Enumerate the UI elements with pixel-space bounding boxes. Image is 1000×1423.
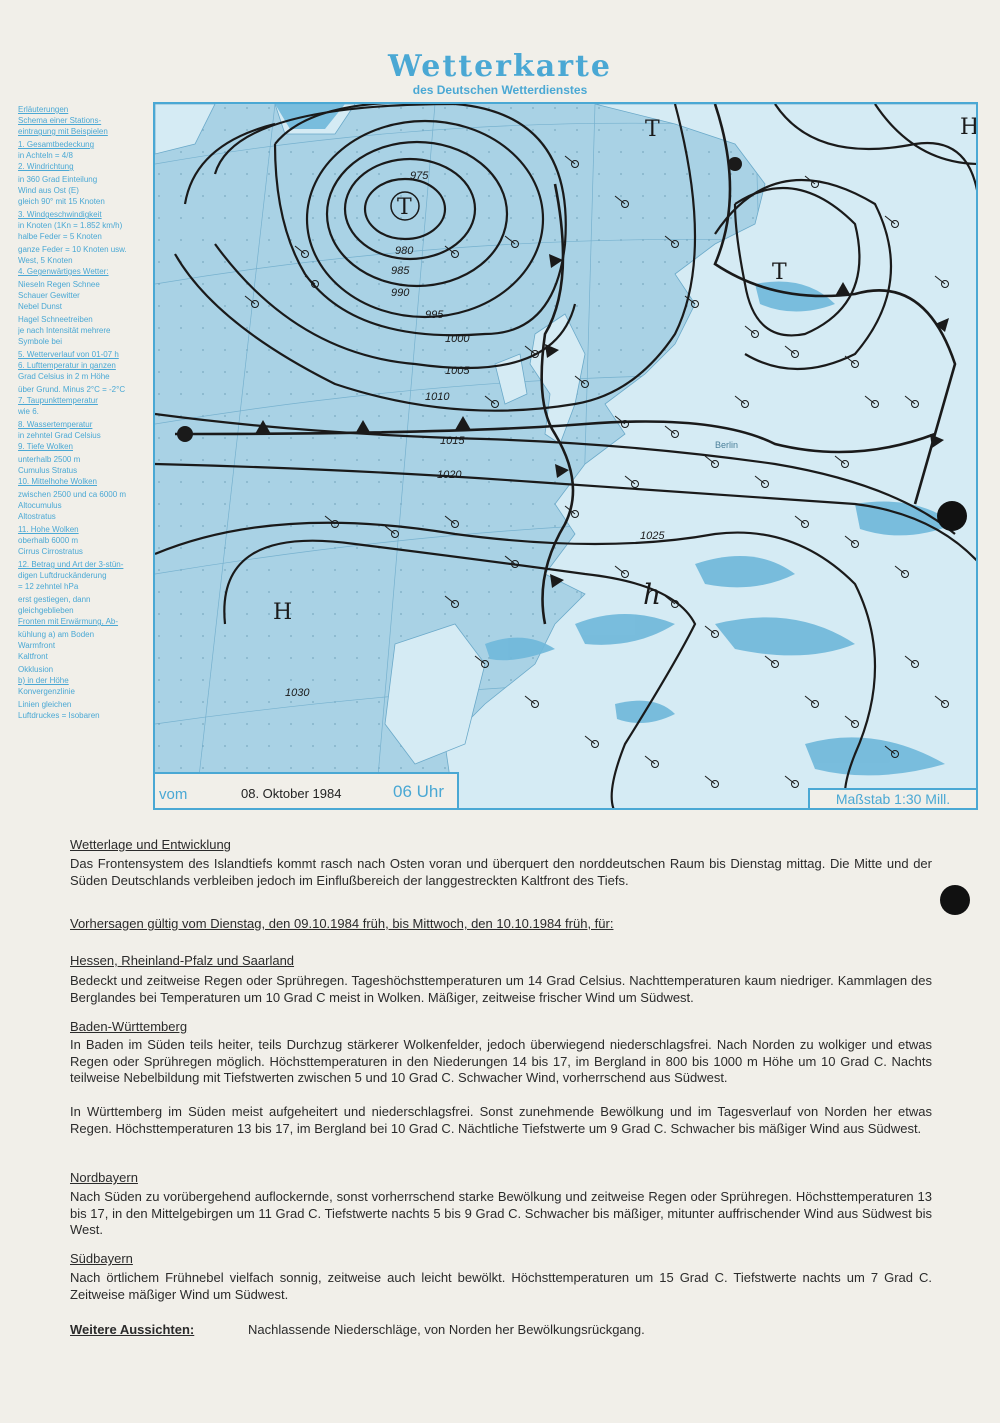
legend-line: b) in der Höhe xyxy=(18,676,69,685)
weather-map xyxy=(153,102,978,810)
date-prefix: vom xyxy=(159,786,188,803)
high-sub-center: h xyxy=(643,578,662,611)
legend-line: 3. Windgeschwindigkeit xyxy=(18,210,102,219)
legend-line: Schauer Gewitter xyxy=(18,291,80,300)
legend-line: eintragung mit Beispielen xyxy=(18,127,108,136)
outlook xyxy=(70,1322,932,1339)
date-bar xyxy=(153,772,459,810)
legend-line: Schema einer Stations- xyxy=(18,116,102,125)
legend-line: Okklusion xyxy=(18,665,54,674)
punch-hole xyxy=(940,885,970,915)
situation-body: Das Frontensystem des Islandtiefs kommt rasch nach Osten voran und überquert den norddeutschen Raum bis Dienstag mittag. Die Mitte und der Süden Deutschlands verbleiben jedoch im Einflußbereich der langgestreckten Kaltfront des Tiefs. xyxy=(70,856,932,888)
region-heading: Nordbayern xyxy=(70,1170,138,1185)
map-scale: Maßstab 1:30 Mill. xyxy=(808,788,978,810)
legend-line: Cumulus Stratus xyxy=(18,466,78,475)
legend-line: ganze Feder = 10 Knoten usw. xyxy=(18,245,127,254)
legend-line: 1. Gesamtbedeckung xyxy=(18,140,95,149)
region-text: Nach örtlichem Frühnebel vielfach sonnig, zeitweise auch leicht bewölkt. Höchsttemperaturen um 15 Grad C. Tiefstwerte nachts um 7 Grad C. Zeitweise mäßiger Wind um Südwest. xyxy=(70,1270,932,1302)
legend-line: gleich 90° mit 15 Knoten xyxy=(18,197,105,206)
legend-line: Kaltfront xyxy=(18,652,48,661)
svg-text:995: 995 xyxy=(425,309,444,321)
weather-map-svg xyxy=(155,104,978,810)
legend-line: 2. Windrichtung xyxy=(18,162,74,171)
region-text: Bedeckt und zeitweise Regen oder Sprühregen. Tageshöchsttemperaturen um 14 Grad Celsius. Nachttemperaturen kaum niedriger. Kammlagen des Berglandes bei Temperaturen um 10 Grad C meist in Wolken. Mäßiger, zeitweise frischer Wind um Südwest. xyxy=(70,973,932,1005)
high-center: H xyxy=(273,600,293,625)
high-center-2: H xyxy=(960,115,980,140)
outlook-label: Weitere Aussichten: xyxy=(70,1322,195,1337)
legend-line: je nach Intensität mehrere xyxy=(18,326,111,335)
svg-text:985: 985 xyxy=(391,265,410,277)
svg-text:1025: 1025 xyxy=(640,530,665,542)
svg-text:975: 975 xyxy=(410,170,429,182)
map-hour: 06 Uhr xyxy=(393,782,445,801)
legend-line: kühlung a) am Boden xyxy=(18,630,95,639)
legend-line: über Grund. Minus 2°C = -2°C xyxy=(18,385,126,394)
legend-line: 5. Wetterverlauf von 01-07 h xyxy=(18,350,119,359)
legend-line: in Knoten (1Kn = 1.852 km/h) xyxy=(18,221,123,230)
forecast-heading: Vorhersagen gültig vom Dienstag, den 09.10.1984 früh, bis Mittwoch, den 10.10.1984 früh, für: xyxy=(70,916,614,931)
region-heading: Baden-Württemberg xyxy=(70,1019,188,1034)
svg-text:1015: 1015 xyxy=(440,435,465,447)
legend-line: 8. Wassertemperatur xyxy=(18,420,93,429)
svg-text:1005: 1005 xyxy=(445,365,470,377)
legend-line: Altostratus xyxy=(18,512,56,521)
svg-text:1020: 1020 xyxy=(437,469,462,481)
region-text: In Baden im Süden teils heiter, teils Durchzug stärkerer Wolkenfelder, jedoch überwiegend niederschlagsfrei. Nach Norden zu wolkiger und etwas Regen oder Sprühregen möglich. Höchsttemperaturen in den Niederungen 14 bis 17, im Bergland in 800 bis 1000 m Höhe um 10 Grad C. Nachts teilweise Nebelbildung mit Tiefstwerten zwischen 5 und 10 Grad C. Schwacher Wind, vorherrschend aus Südwest. xyxy=(70,1037,932,1085)
legend-line: oberhalb 6000 m xyxy=(18,536,79,545)
svg-text:990: 990 xyxy=(391,287,410,299)
legend-line: 4. Gegenwärtiges Wetter: xyxy=(18,267,109,276)
legend-line: Nieseln Regen Schnee xyxy=(18,280,100,289)
svg-text:1030: 1030 xyxy=(285,687,310,699)
legend-line: zwischen 2500 und ca 6000 m xyxy=(18,490,127,499)
legend-line: in Achteln = 4/8 xyxy=(18,151,73,160)
legend-line: 6. Lufttemperatur in ganzen xyxy=(18,361,116,370)
low-center-2: T xyxy=(645,117,660,142)
legend-line: Konvergenzlinie xyxy=(18,687,75,696)
legend-line: West, 5 Knoten xyxy=(18,256,73,265)
legend-line: Erläuterungen xyxy=(18,105,69,114)
region-text: In Württemberg im Süden meist aufgeheitert und niederschlagsfrei. Sonst zunehmende Bewölkung und im Tagesverlauf von Norden her etwas Regen. Höchsttemperaturen 13 bis 17, im Bergland bei 10 Grad C. Nächtliche Tiefstwerte um 9 Grad C. Schwacher bis mäßiger Wind aus Südwest. xyxy=(70,1104,932,1136)
map-subtitle: des Deutschen Wetterdienstes xyxy=(412,83,588,97)
legend-line: = 12 zehntel hPa xyxy=(18,582,79,591)
legend-line: Linien gleichen xyxy=(18,700,72,709)
region-heading: Hessen, Rheinland-Pfalz und Saarland xyxy=(70,953,295,968)
svg-text:1000: 1000 xyxy=(445,333,470,345)
legend-line: wie 6. xyxy=(18,407,39,416)
legend-line: digen Luftdruckänderung xyxy=(18,571,107,580)
legend-line: 9. Tiefe Wolken xyxy=(18,442,73,451)
low-center-3: T xyxy=(772,260,787,285)
outlook-text: Nachlassende Niederschläge, von Norden her Bewölkungsrückgang. xyxy=(248,1322,645,1337)
legend-line: in zehntel Grad Celsius xyxy=(18,431,101,440)
legend-line: 10. Mittelhohe Wolken xyxy=(18,477,98,486)
legend-line: Grad Celsius in 2 m Höhe xyxy=(18,372,110,381)
legend-line: gleichgeblieben xyxy=(18,606,74,615)
svg-text:980: 980 xyxy=(395,245,414,257)
legend-line: Cirrus Cirrostratus xyxy=(18,547,83,556)
map-title: Wetterkarte xyxy=(388,49,612,84)
legend-line: in 360 Grad Einteilung xyxy=(18,175,98,184)
low-center: T xyxy=(397,195,412,220)
legend-line: Hagel Schneetreiben xyxy=(18,315,93,324)
region-text: Nach Süden zu vorübergehend auflockernde, sonst vorherrschend starke Bewölkung und zeitweise Regen oder Sprühregen. Höchsttemperaturen 13 bis 17, in den Mittelgebirgen um 11 Grad C. Tiefstwerte nachts 5 bis 9 Grad C. Schwacher bis mäßiger, mitunter auffrischender Wind aus Südwest bis West. xyxy=(70,1189,932,1237)
legend-line: unterhalb 2500 m xyxy=(18,455,81,464)
city-label: Berlin xyxy=(715,440,739,450)
legend-line: Warmfront xyxy=(18,641,56,650)
legend-line: Symbole bei xyxy=(18,337,63,346)
legend-line: Altocumulus xyxy=(18,501,62,510)
legend-line: 7. Taupunkttemperatur xyxy=(18,396,98,405)
legend-line: 12. Betrag und Art der 3-stün- xyxy=(18,560,124,569)
legend-line: halbe Feder = 5 Knoten xyxy=(18,232,102,241)
legend-line: Luftdruckes = Isobaren xyxy=(18,711,100,720)
legend-line: Fronten mit Erwärmung, Ab- xyxy=(18,617,119,626)
svg-text:1010: 1010 xyxy=(425,391,450,403)
legend-line: Wind aus Ost (E) xyxy=(18,186,79,195)
region-heading: Südbayern xyxy=(70,1251,133,1266)
legend-line: erst gestiegen, dann xyxy=(18,595,91,604)
situation-heading: Wetterlage und Entwicklung xyxy=(70,837,231,852)
punch-hole xyxy=(937,501,967,531)
legend-line: Nebel Dunst xyxy=(18,302,63,311)
map-date: 08. Oktober 1984 xyxy=(241,786,342,801)
legend-panel xyxy=(18,104,150,816)
legend-line: 11. Hohe Wolken xyxy=(18,525,79,534)
